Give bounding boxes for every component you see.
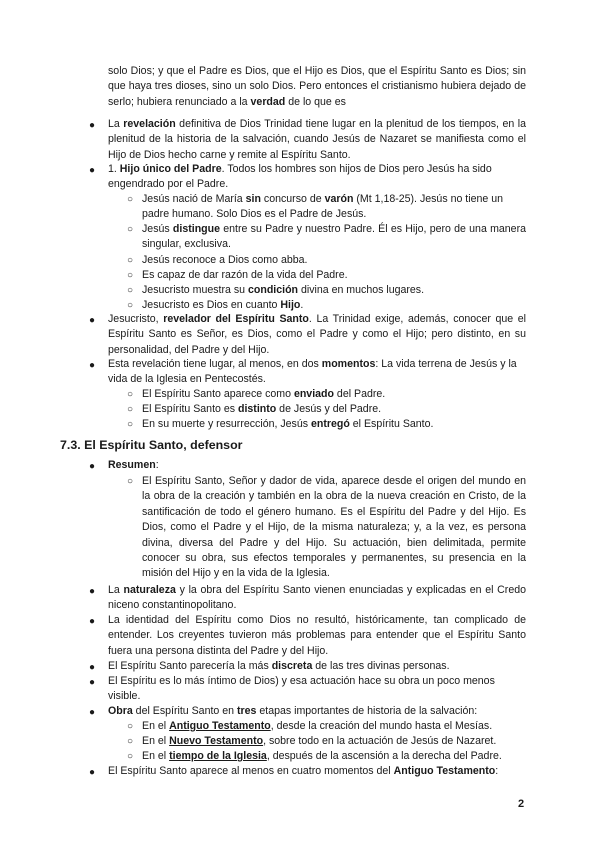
sub-bullet-icon: ○ [127,194,134,205]
bullet-naturaleza [108,583,526,614]
keyword: discreta [271,660,313,672]
text: . La Trinidad exige, además, conocer que el Espíritu Santo es Señor, es Dios, como el Padre y como el Hijo; pero distinto, en su personalidad, del Padre y del Hijo. [108,313,527,356]
text: La [108,584,124,596]
text: y la obra del Espíritu Santo vienen enunciadas y explicadas en el Credo niceno constantinopolitano. [108,584,526,612]
sub-bullet-icon: ○ [127,721,134,732]
keyword: sin [245,193,261,205]
bullet-icon: ● [89,586,96,597]
text: (Mt 1,18-25). Jesús no tiene un padre humano. Solo Dios es el Padre de Jesús. [142,193,503,221]
text: Jesús reconoce a Dios como abba. [142,254,308,266]
keyword: condición [247,284,299,296]
bullet-momentos [108,357,526,388]
bullet-hijo-unico [108,162,526,193]
text: : La vida terrena de Jesús y la vida de la Iglesia en Pentecostés. [108,358,517,386]
text: En el [142,720,170,732]
text: del Espíritu Santo en [132,705,237,717]
keyword: naturaleza [123,584,176,596]
text: Jesús nació de María [142,193,246,205]
bullet-revelacion [108,117,526,163]
keyword: Resumen [108,459,156,471]
keyword: Obra [108,705,133,717]
text: el Espíritu Santo. [349,418,434,430]
text: . Todos los hombres son hijos de Dios pero Jesús ha sido engendrado por el Padre. [108,163,492,191]
text: El Espíritu Santo aparece al menos en cuatro momentos del [108,765,394,777]
sub-bullet-icon: ○ [127,404,134,415]
text: , sobre todo en la actuación de Jesús de Nazaret. [263,735,497,747]
sub-bullet-icon: ○ [127,476,134,487]
keyword: Antiguo Testamento [169,720,271,732]
bullet-icon: ● [89,120,96,131]
keyword: Hijo [280,299,301,311]
bullet-icon: ● [89,315,96,326]
keyword: distingue [172,223,221,235]
intro-paragraph [108,64,526,110]
sub-bullet-icon: ○ [127,270,134,281]
text: . [300,299,304,311]
bullet-icon: ● [89,360,96,371]
sub-item-abba [142,253,526,268]
sub-bullet-icon: ○ [127,736,134,747]
text: En el [142,735,170,747]
keyword: varón [324,193,354,205]
text: El Espíritu Santo es [142,403,238,415]
text: El Espíritu es lo más íntimo de Dios) y esa actuación hace su obra un poco menos visible. [108,675,495,703]
section-heading: 7.3. El Espíritu Santo, defensor [60,438,243,452]
intro-text: solo Dios; y que el Padre es Dios, que el Hijo es Dios, que el Espíritu Santo es Dios; sin que haya tres dioses, sino un solo Dios. Pero entonces el cristianismo hubiera dejado de serlo; hubiera renunciado a la [108,65,526,108]
text: El Espíritu Santo parecería la más [108,660,272,672]
text: 1. [108,163,120,175]
keyword: revelación [123,118,176,130]
text: Jesucristo muestra su [142,284,248,296]
bullet-icon: ● [89,165,96,176]
text: , desde la creación del mundo hasta el Mesías. [270,720,493,732]
keyword: momentos [321,358,376,370]
resumen-label [108,458,526,473]
page-number: 2 [518,798,525,810]
text: concurso de [260,193,325,205]
sub-bullet-icon: ○ [127,389,134,400]
bullet-icon: ● [89,767,96,778]
sub-item-antiguo [142,719,526,734]
bullet-revelador [108,312,526,358]
bullet-obra [108,704,526,719]
bullet-intimo [108,674,526,705]
bullet-identidad [108,613,526,659]
text: de las tres divinas personas. [312,660,450,672]
bullet-icon: ● [89,461,96,472]
sub-item-condicion [142,283,526,298]
bullet-icon: ● [89,707,96,718]
sub-item-distingue [142,222,526,253]
bullet-discreta [108,659,526,674]
sub-item-iglesia [142,749,526,764]
text: Esta revelación tiene lugar, al menos, en dos [108,358,322,370]
text: En el [142,750,170,762]
sub-item-entrego [142,417,526,432]
sub-item-enviado [142,387,526,402]
sub-bullet-icon: ○ [127,300,134,311]
sub-bullet-icon: ○ [127,419,134,430]
text: La identidad del Espíritu como Dios no resultó, históricamente, tan complicado de entender. Los creyentes tuvieron más problemas para entender que el Espíritu Santo fuera una persona distinta del Padre y del Hijo. [108,614,526,657]
text: En su muerte y resurrección, Jesús [142,418,311,430]
keyword: Nuevo Testamento [169,735,264,747]
sub-item-razon [142,268,526,283]
resumen-text: El Espíritu Santo, Señor y dador de vida, aparece desde el origen del mundo en la obra de la creación y también en la obra de la nueva creación en Cristo, de la santificación de todo el género humano. Es el Espíritu del Padre y del Hijo. Es Dios, como el Padre y el Hijo, de la misma naturaleza; y, a la vez, es persona divina, diversa del Padre y del Hijo. Su actuación, bien delimitada, permite conocer su obra, sus efectos temporales y permanentes, su presencia en la misión del Hijo y en la vida de la Iglesia. [142,475,526,580]
text: , después de la ascensión a la derecha del Padre. [266,750,502,762]
keyword: Hijo único del Padre [119,163,222,175]
text: definitiva de Dios Trinidad tiene lugar en la plenitud de los tiempos, en la plenitud de la historia de la salvación, cuando Jesús de Nazaret se manifiesta como el Hijo de Dios hecho carne y remite al Espíritu Santo. [108,118,526,161]
sub-bullet-icon: ○ [127,255,134,266]
keyword: enviado [293,388,334,400]
keyword: entregó [310,418,350,430]
bullet-cuatro-momentos [108,764,526,779]
text: de Jesús y del Padre. [276,403,382,415]
keyword: tiempo de la Iglesia [169,750,267,762]
intro-text-end: de lo que es [285,95,346,108]
keyword: revelador del Espíritu Santo [163,313,309,325]
text: divina en muchos lugares. [298,284,425,296]
text: del Padre. [333,388,386,400]
text: Jesucristo, [108,313,164,325]
text: Jesucristo es Dios en cuanto [142,299,281,311]
keyword: Antiguo Testamento [393,765,496,777]
text: El Espíritu Santo aparece como [142,388,294,400]
text: Es capaz de dar razón de la vida del Padre. [142,269,348,281]
intro-keyword: verdad [250,95,286,108]
bullet-icon: ● [89,662,96,673]
text: etapas importantes de historia de la salvación: [256,705,478,717]
keyword: distinto [237,403,277,415]
sub-item-nuevo [142,734,526,749]
text: La [108,118,124,130]
keyword: tres [236,705,257,717]
sub-item-distinto [142,402,526,417]
bullet-icon: ● [89,677,96,688]
sub-item-nacimiento [142,192,526,223]
bullet-icon: ● [89,616,96,627]
sub-bullet-icon: ○ [127,224,134,235]
sub-bullet-icon: ○ [127,751,134,762]
text: : [155,459,159,471]
text: : [495,765,499,777]
sub-bullet-icon: ○ [127,285,134,296]
text: entre su Padre y nuestro Padre. Él es Hijo, pero de una manera singular, exclusiva. [142,223,526,251]
text: Jesús [142,223,173,235]
